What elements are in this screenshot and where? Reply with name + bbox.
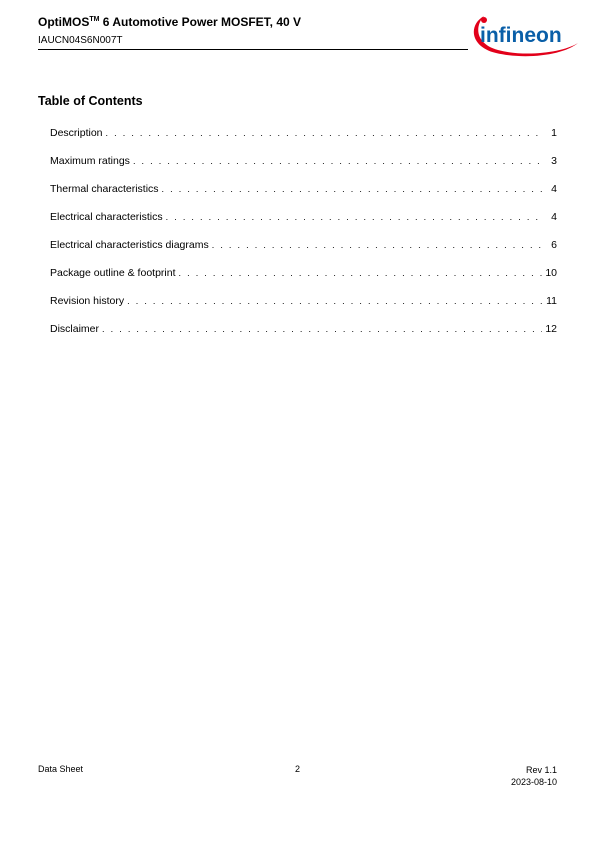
toc-entry-page[interactable]: 1 bbox=[551, 127, 557, 139]
toc-entry-page[interactable]: 4 bbox=[551, 183, 557, 195]
toc-heading: Table of Contents bbox=[38, 94, 143, 108]
footer-page-number: 2 bbox=[294, 764, 300, 774]
title-description: 6 Automotive Power MOSFET, 40 V bbox=[99, 15, 302, 29]
trademark-symbol: TM bbox=[89, 16, 100, 23]
toc-entry[interactable] bbox=[50, 267, 557, 295]
logo-text: infineon bbox=[480, 24, 562, 47]
toc-entry[interactable] bbox=[50, 239, 557, 267]
toc-entry-label[interactable]: Package outline & footprint bbox=[50, 267, 176, 279]
page-header bbox=[38, 13, 468, 50]
toc-entry[interactable] bbox=[50, 155, 557, 183]
toc-entry-page[interactable]: 10 bbox=[545, 267, 557, 279]
toc-entry[interactable] bbox=[50, 323, 557, 351]
toc-dot-leader bbox=[162, 184, 542, 194]
toc-entry[interactable] bbox=[50, 183, 557, 211]
toc-entry-page[interactable]: 6 bbox=[551, 239, 557, 251]
toc-entry-page[interactable]: 3 bbox=[551, 155, 557, 167]
footer-doc-type: Data Sheet bbox=[38, 764, 84, 774]
footer-revision: Rev 1.1 bbox=[525, 765, 557, 775]
table-of-contents bbox=[50, 127, 557, 351]
toc-entry[interactable] bbox=[50, 295, 557, 323]
infineon-logo bbox=[466, 11, 580, 59]
toc-entry[interactable] bbox=[50, 211, 557, 239]
toc-entry-label[interactable]: Description bbox=[50, 127, 103, 139]
toc-entry-label[interactable]: Maximum ratings bbox=[50, 155, 130, 167]
footer-date: 2023-08-10 bbox=[510, 777, 557, 787]
toc-dot-leader bbox=[133, 156, 542, 166]
toc-entry-label[interactable]: Thermal characteristics bbox=[50, 183, 159, 195]
toc-dot-leader bbox=[212, 240, 542, 250]
toc-entry-label[interactable]: Revision history bbox=[50, 295, 125, 307]
footer-revision-block bbox=[511, 764, 557, 788]
part-number: IAUCN04S6N007T bbox=[38, 35, 123, 46]
toc-entry-page[interactable]: 12 bbox=[545, 323, 557, 335]
toc-dot-leader bbox=[166, 212, 542, 222]
toc-entry-page[interactable]: 4 bbox=[551, 211, 557, 223]
title-brand: OptiMOS bbox=[38, 15, 90, 29]
toc-dot-leader bbox=[106, 128, 542, 138]
toc-dot-leader bbox=[179, 268, 543, 278]
toc-entry-page[interactable]: 11 bbox=[546, 295, 557, 307]
toc-entry[interactable] bbox=[50, 127, 557, 155]
toc-dot-leader bbox=[102, 324, 542, 334]
toc-entry-label[interactable]: Disclaimer bbox=[50, 323, 100, 335]
toc-entry-label[interactable]: Electrical characteristics bbox=[50, 211, 163, 223]
toc-dot-leader bbox=[127, 296, 542, 306]
document-title bbox=[38, 15, 301, 29]
toc-entry-label[interactable]: Electrical characteristics diagrams bbox=[50, 239, 209, 251]
logo-i-dot bbox=[481, 17, 487, 23]
